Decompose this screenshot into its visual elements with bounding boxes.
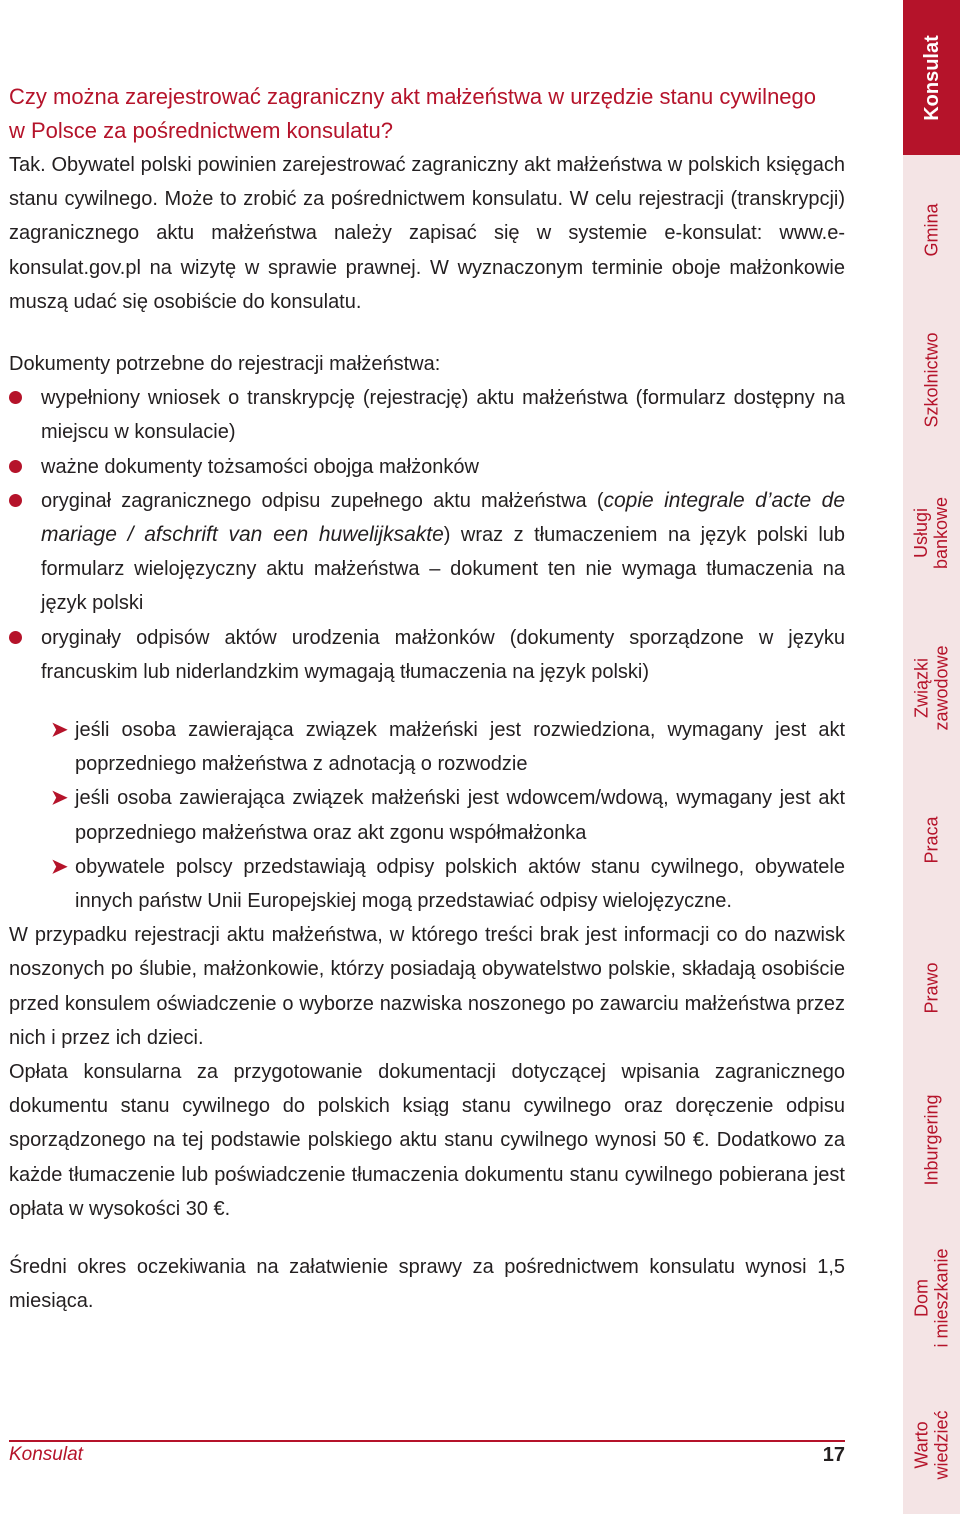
tab-gmina[interactable]: [903, 155, 960, 305]
tab-label: bankowe: [931, 496, 952, 569]
page-content: [9, 80, 845, 1319]
tab-label: Dom: [911, 1278, 932, 1317]
question-line-1: Czy można zarejestrować zagraniczny akt małżeństwa w urzędzie stanu cywilnego: [9, 84, 817, 109]
bullet-dot-icon: [9, 460, 22, 473]
document-item: [9, 621, 845, 689]
tab-label: Szkolnictwo: [921, 332, 942, 428]
condition-item: [9, 713, 845, 781]
documents-intro: Dokumenty potrzebne do rejestracji małżeństwa:: [9, 353, 441, 376]
waiting-time-paragraph: Średni okres oczekiwania na załatwienie sprawy za pośrednictwem konsulatu wynosi 1,5 miesiąca.: [9, 1256, 845, 1313]
tab-label: Związki: [911, 657, 932, 718]
tab-label: Inburgering: [921, 1094, 942, 1186]
surname-paragraph: W przypadku rejestracji aktu małżeństwa, w którego treści brak jest informacji co do nazwisk noszonych po ślubie, małżonkowie, którzy posiadają obywatelstwo polskie, składają osobiście przed konsulem oświadczenie o wyborze nazwiska noszonego po zawarciu małżeństwa przez nich i przez ich dzieci.: [9, 924, 845, 1049]
tab-label: Praca: [921, 816, 942, 864]
tab-label: Prawo: [921, 961, 942, 1014]
tab-konsulat[interactable]: [903, 0, 960, 155]
bullet-dot-icon: [9, 391, 22, 404]
condition-text: jeśli osoba zawierająca związek małżeński jest wdowcem/wdową, wymagany jest akt poprzedniego małżeństwa oraz akt zgonu współmałżonka: [75, 787, 845, 844]
tab-prawo[interactable]: [903, 915, 960, 1060]
tab-zwiazki-zawodowe[interactable]: [903, 610, 960, 765]
tab-label: Gmina: [921, 203, 942, 257]
page-footer: [9, 1440, 845, 1476]
condition-text: jeśli osoba zawierająca związek małżeński jest rozwiedziona, wymagany jest akt poprzedniego małżeństwa z adnotacją o rozwodzie: [75, 719, 845, 776]
tab-label: zawodowe: [931, 644, 952, 731]
tab-praca[interactable]: [903, 765, 960, 915]
tab-label: Usługi: [911, 507, 932, 558]
document-item-text: oryginał zagranicznego odpisu zupełnego aktu małżeństwa (: [41, 489, 604, 512]
footer-section-name: Konsulat: [9, 1444, 83, 1465]
document-item-text: ważne dokumenty tożsamości obojga małżonków: [41, 455, 479, 478]
tab-szkolnictwo[interactable]: [903, 305, 960, 455]
answer-paragraph: Tak. Obywatel polski powinien zarejestrować zagraniczny akt małżeństwa w polskich księgach stanu cywilnego. Może to zrobić za pośrednictwem konsulatu. W celu rejestracji (transkrypcji) zagranicznego aktu małżeństwa należy zapisać się w systemie e-konsulat: www.e-konsulat.gov.pl na wizytę w sprawie prawnej. W wyznaczonym terminie oboje małżonkowie muszą udać się osobiście do konsulatu.: [9, 154, 845, 313]
question-line-2: w Polsce za pośrednictwem konsulatu?: [9, 118, 393, 143]
chevron-right-icon: ➤: [51, 719, 68, 742]
fee-paragraph: Opłata konsularna za przygotowanie dokumentacji dotyczącej wpisania zagranicznego dokumentu stanu cywilnego do polskich ksiąg stanu cywilnego oraz doręczenie odpisu sporządzonego na tej podstawie polskiego aktu stanu cywilnego wynosi 50 €. Dodatkowo za każde tłumaczenie lub poświadczenie tłumaczenia dokumentu stanu cywilnego pobierana jest opłata w wysokości 30 €.: [9, 1061, 845, 1220]
tab-dom-i-mieszkanie[interactable]: [903, 1220, 960, 1375]
tab-inburgering[interactable]: [903, 1060, 960, 1220]
condition-text: obywatele polscy przedstawiają odpisy polskich aktów stanu cywilnego, obywatele innych państw Unii Europejskiej mogą przedstawiać odpisy wielojęzyczne.: [75, 855, 845, 913]
bullet-dot-icon: [9, 631, 22, 644]
tab-label: wiedzieć: [931, 1409, 952, 1480]
document-item: [9, 484, 845, 621]
page-number: 17: [822, 1444, 845, 1466]
tab-warto-wiedziec[interactable]: [903, 1375, 960, 1514]
tab-uslugi-bankowe[interactable]: [903, 455, 960, 610]
chevron-right-icon: ➤: [51, 787, 68, 810]
document-item-italic: copie integrale d’acte de mariage / afschrift van een huwelijksakte: [41, 488, 845, 547]
question-heading: [9, 80, 845, 148]
section-sidebar: [903, 0, 960, 1514]
document-item: [9, 381, 845, 449]
document-item-text: wypełniony wniosek o transkrypcję (rejestrację) aktu małżeństwa (formularz dostępny na miejscu w konsulacie): [41, 387, 845, 444]
condition-item: [9, 781, 845, 849]
tab-label: Konsulat: [920, 34, 943, 121]
condition-item: [9, 850, 845, 918]
bullet-dot-icon: [9, 494, 22, 507]
tab-label: i mieszkanie: [931, 1247, 952, 1348]
chevron-right-icon: ➤: [51, 855, 68, 878]
document-item-text: oryginały odpisów aktów urodzenia małżonków (dokumenty sporządzone w języku francuskim lub niderlandzkim wymagają tłumaczenia na język polski): [41, 626, 845, 683]
document-item: [9, 450, 845, 484]
tab-label: Warto: [911, 1420, 932, 1469]
document-item-text: ) wraz z tłumaczeniem na język polski lub formularz wielojęzyczny aktu małżeństwa – dokument ten nie wymaga tłumaczenia na język polski: [41, 524, 846, 615]
